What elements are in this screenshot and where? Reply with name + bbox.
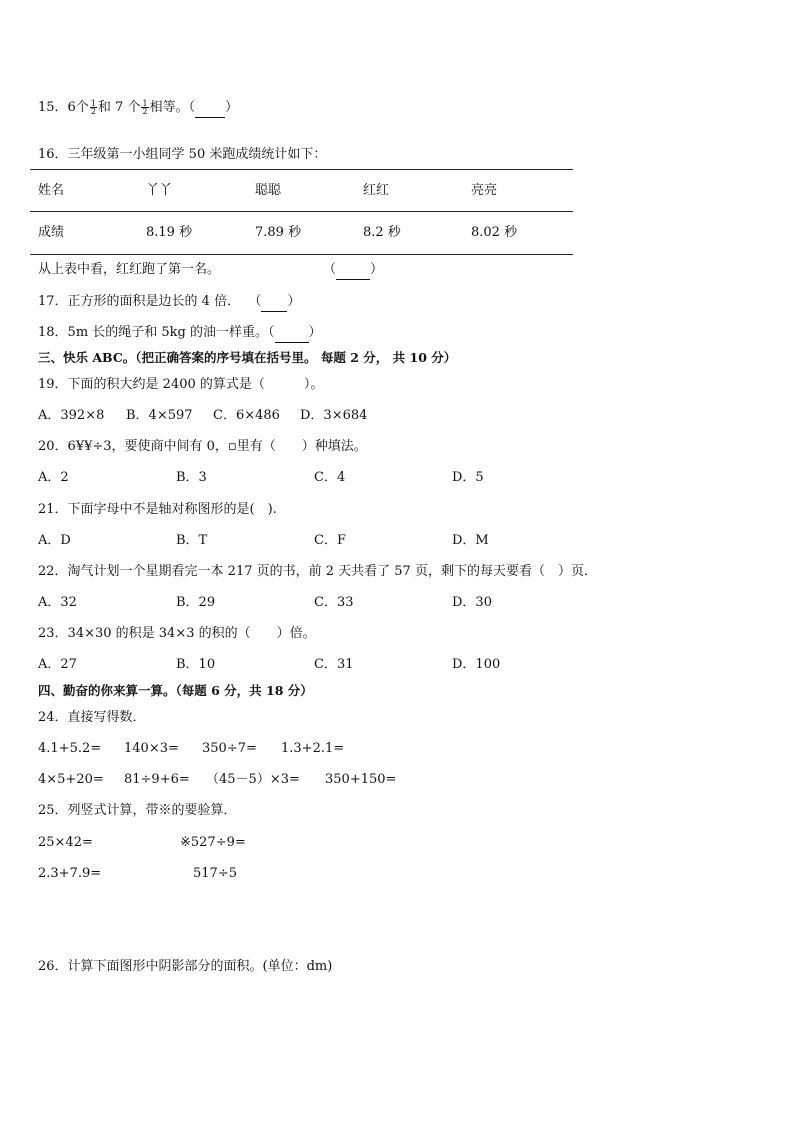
- option-c[interactable]: C．6×486: [213, 408, 280, 423]
- q15-prefix: 15．6个: [38, 100, 89, 115]
- vertical-calc-item: 517÷5: [193, 866, 237, 881]
- section-4-heading: 四、勤奋的你来算一算。（每题 6 分，共 18 分）: [38, 683, 313, 698]
- q15-suffix: 相等。: [149, 100, 189, 115]
- vertical-calc-item: 25×42=: [38, 835, 93, 850]
- question-22: 22．淘气计划一个星期看完一本 217 页的书，前 2 天共看了 57 页，剩下的每天要看（ ）页．: [38, 564, 597, 579]
- oral-calc-item: 4.1+5.2=: [38, 741, 102, 756]
- question-16: 16．三年级第一小组同学 50 米跑成绩统计如下：: [38, 147, 327, 162]
- table-cell: 8.19 秒: [146, 225, 193, 240]
- question-24: 24．直接写得数．: [38, 710, 146, 725]
- option-c[interactable]: C．F: [314, 533, 346, 548]
- answer-blank-15[interactable]: [195, 99, 225, 118]
- table-cell: 8.02 秒: [471, 225, 518, 240]
- table-cell: 8.2 秒: [363, 225, 401, 240]
- option-a[interactable]: A．D: [38, 533, 71, 548]
- option-a[interactable]: A．32: [38, 595, 77, 610]
- answer-blank-17[interactable]: [261, 293, 287, 312]
- question-20: 20．6¥¥÷3，要使商中间有 0，▫里有（ ）种填法。: [38, 439, 367, 454]
- question-25: 25．列竖式计算，带※的要验算．: [38, 803, 237, 818]
- vertical-calc-item: 2.3+7.9=: [38, 866, 102, 881]
- answer-blank-16[interactable]: [336, 261, 370, 280]
- option-a[interactable]: A．27: [38, 657, 77, 672]
- question-26: 26．计算下面图形中阴影部分的面积。(单位：dm): [38, 959, 333, 974]
- option-c[interactable]: C．4: [314, 470, 346, 485]
- table-bottom-rule: [30, 254, 573, 255]
- oral-calc-item: 81÷9+6=: [124, 772, 190, 787]
- table-cell: 7.89 秒: [255, 225, 302, 240]
- section-3-heading: 三、快乐 ABC。（把正确答案的序号填在括号里。 每题 2 分， 共 10 分）: [38, 350, 457, 365]
- option-b[interactable]: B．29: [176, 595, 216, 610]
- table-header-cell: 聪聪: [255, 183, 282, 198]
- question-23: 23．34×30 的积是 34×3 的积的（ ）倍。: [38, 626, 316, 641]
- option-d[interactable]: D．30: [452, 595, 492, 610]
- option-c[interactable]: C．31: [314, 657, 354, 672]
- option-d[interactable]: D．M: [452, 533, 489, 548]
- table-header-cell: 丫丫: [146, 183, 173, 198]
- table-header-cell: 姓名: [38, 183, 65, 198]
- table-middle-rule: [30, 211, 573, 212]
- oral-calc-item: 140×3=: [124, 741, 179, 756]
- option-c[interactable]: C．33: [314, 595, 354, 610]
- oral-calc-item: 350÷7=: [202, 741, 257, 756]
- answer-blank-18[interactable]: [275, 324, 309, 343]
- question-19: 19．下面的积大约是 2400 的算式是（ ）。: [38, 377, 324, 392]
- oral-calc-item: 350+150=: [325, 772, 397, 787]
- q15-middle: 和 7 个: [97, 100, 141, 115]
- question-21: 21．下面字母中不是轴对称图形的是( ).: [38, 502, 277, 517]
- option-d[interactable]: D．5: [452, 470, 484, 485]
- oral-calc-item: （45－5）×3=: [206, 772, 300, 787]
- q16-answer: （ ）: [323, 261, 383, 280]
- option-b[interactable]: B．T: [176, 533, 208, 548]
- table-header-cell: 亮亮: [471, 183, 498, 198]
- oral-calc-item: 1.3+2.1=: [281, 741, 345, 756]
- q16-statement: 从上表中看，红红跑了第一名。: [38, 262, 221, 277]
- option-a[interactable]: A．392×8: [38, 408, 105, 423]
- option-b[interactable]: B．10: [176, 657, 216, 672]
- table-cell: 成绩: [38, 225, 65, 240]
- question-17: 17．正方形的面积是边长的 4 倍． （ ）: [38, 293, 300, 312]
- fraction-one-half-a: $\frac{1}{2}$: [90, 99, 96, 116]
- option-b[interactable]: B．3: [176, 470, 207, 485]
- option-d[interactable]: D．3×684: [300, 408, 368, 423]
- vertical-calc-item: ※527÷9=: [180, 835, 246, 850]
- question-15: 15．6个 $\frac{1}{2}$ 和 7 个 $\frac{1}{2}$ 相等。（ ）: [38, 99, 239, 116]
- question-18: 18．5m 长的绳子和 5kg 的油一样重。（ ）: [38, 324, 322, 343]
- option-a[interactable]: A．2: [38, 470, 69, 485]
- option-b[interactable]: B．4×597: [126, 408, 193, 423]
- option-d[interactable]: D．100: [452, 657, 501, 672]
- table-top-rule: [30, 169, 573, 170]
- fraction-one-half-b: $\frac{1}{2}$: [142, 99, 148, 116]
- table-header-cell: 红红: [363, 183, 390, 198]
- oral-calc-item: 4×5+20=: [38, 772, 104, 787]
